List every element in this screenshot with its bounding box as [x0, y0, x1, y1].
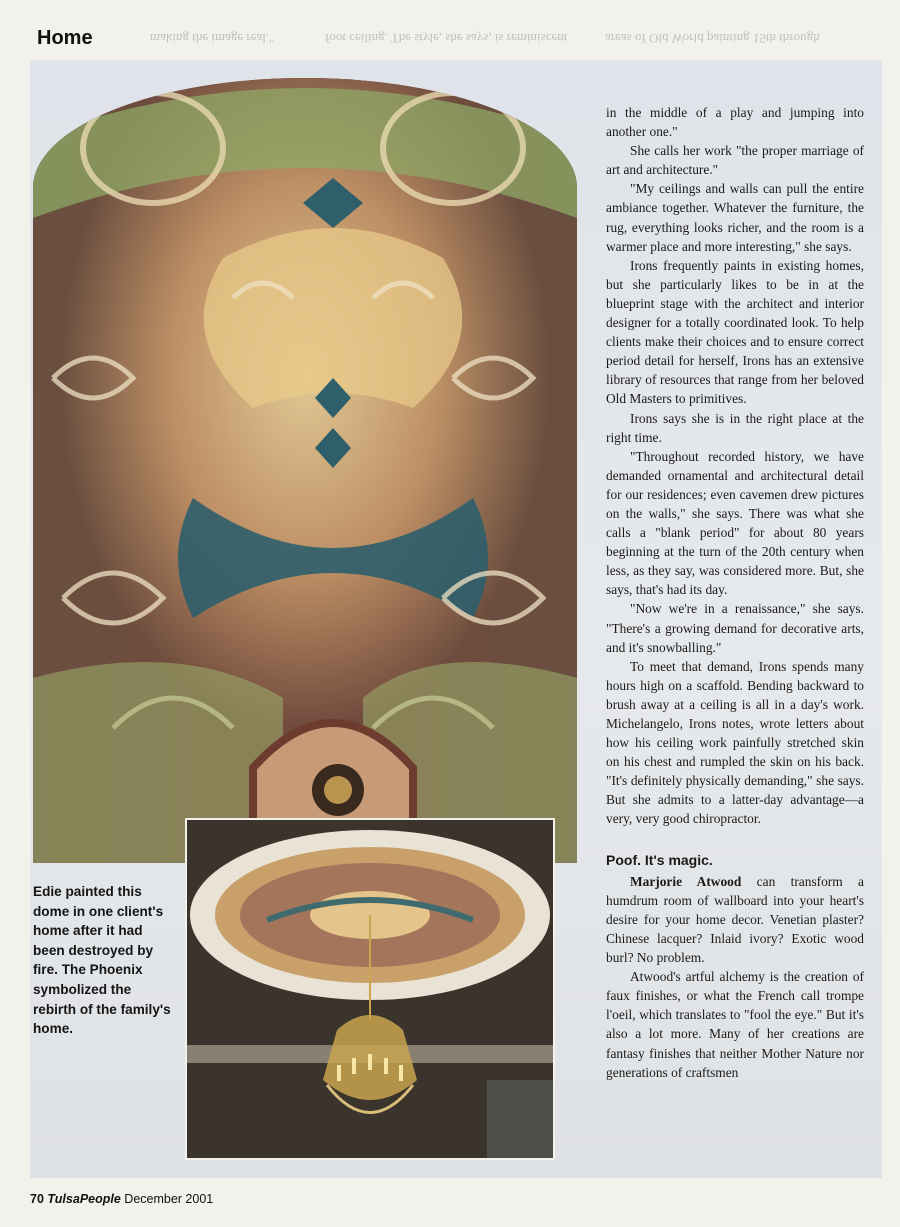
dome-mural-illustration — [33, 78, 577, 863]
publication-name: TulsaPeople — [47, 1192, 121, 1206]
article-subhead: Poof. It's magic. — [606, 851, 713, 868]
chandelier-illustration — [187, 820, 553, 1158]
article-paragraph: "My ceilings and walls can pull the entire ambiance together. Whatever the furniture, the rug, everything looks richer, and the room is a warmer place and more interesting," she says. — [606, 181, 864, 254]
bleed-through-text: foot ceiling. The style, she says, is reminiscent — [325, 31, 568, 46]
article-paragraph: in the middle of a play and jumping into another one." — [606, 105, 864, 140]
bleed-through-text: areas of Old World painting 15th through — [605, 31, 820, 46]
chandelier-dome-photo — [185, 818, 555, 1160]
article-paragraph: To meet that demand, Irons spends many hours high on a scaffold. Bending backward to brush away at a ceiling is all in a day's work. Michelangelo, Irons notes, wrote letters about how his ceiling work painfully stretched skin on his chest and rumpled the skin on his back. "It's definitely physically demanding," she says. But she admits to a latter-day advantage—a very, very good chiropractor. — [606, 658, 864, 827]
article-paragraph — [606, 872, 864, 967]
person-name: Marjorie Atwood — [630, 873, 742, 889]
paragraph-text: can transform a humdrum room of wallboard into your heart's desire for your home decor. Venetian plaster? Chinese lacquer? Inlaid ivory? Exotic wood burl? No problem. — [606, 873, 864, 966]
article-paragraph: Irons says she is in the right place at the right time. — [606, 410, 864, 445]
article-column — [606, 103, 864, 1082]
section-label: Home — [37, 27, 93, 49]
article-paragraph: Irons frequently paints in existing homes, but she particularly likes to be in at the blueprint stage with the architect and interior designer for a totally coordinated look. To help clients make their choices and to ensure correct period detail for herself, Irons has an extensive library of resources that range from her beloved Old Masters to primitives. — [606, 257, 864, 407]
article-paragraph: She calls her work "the proper marriage of art and architecture." — [606, 143, 864, 178]
dome-ceiling-photo — [33, 78, 577, 863]
bleed-through-text: making the image real." — [150, 31, 275, 46]
article-paragraph: "Now we're in a renaissance," she says. "There's a growing demand for decorative arts, and it's snowballing." — [606, 601, 864, 655]
page-number: 70 — [30, 1192, 44, 1206]
article-paragraph: Atwood's artful alchemy is the creation of faux finishes, or what the French call trompe l'oeil, which translates to "fool the eye." But it's also a lot more. Many of her creations are fantasy finishes that neither Mother Nature nor generations of craftsmen — [606, 969, 864, 1080]
issue-date: December 2001 — [124, 1192, 214, 1206]
article-paragraph: "Throughout recorded history, we have demanded ornamental and architectural detail for our residences; even cavemen drew pictures on the walls," she says. There was what she calls a "blank period" for about 80 years beginning at the turn of the 20th century when less, as they say, was considered more. But, she says, that's had its day. — [606, 448, 864, 598]
page-footer — [30, 1192, 213, 1206]
photo-caption: Edie painted this dome in one client's home after it had been destroyed by fire. The Phoenix symbolized the rebirth of the family's home. — [33, 884, 171, 1037]
